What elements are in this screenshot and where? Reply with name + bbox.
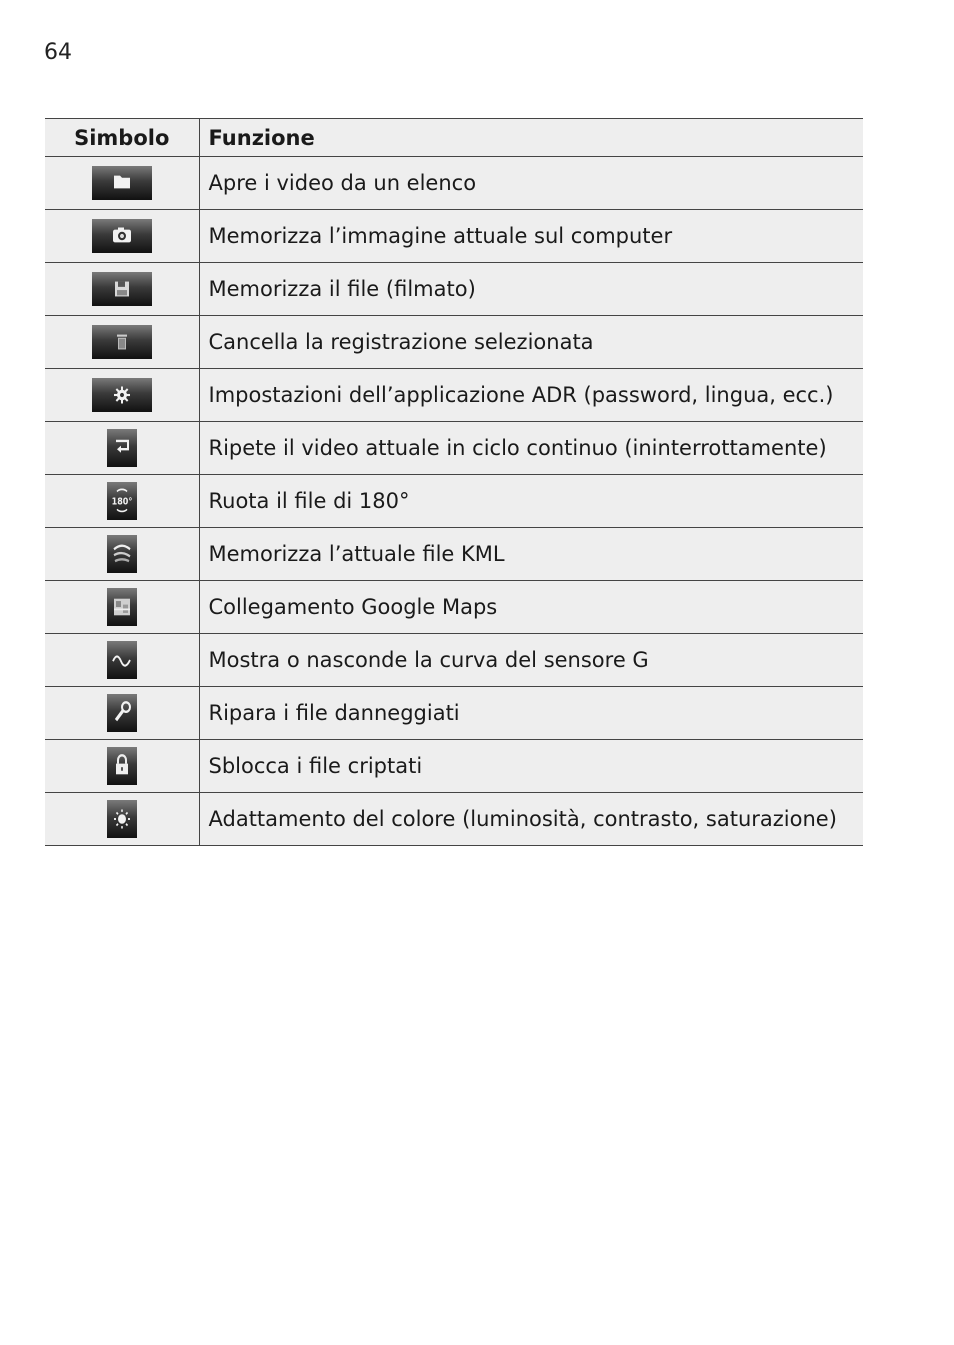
repeat-icon: [107, 429, 137, 467]
table-row: [45, 740, 863, 793]
wrench-icon: [107, 694, 137, 732]
table-row: [45, 157, 863, 210]
symbol-cell: [45, 369, 199, 422]
symbol-cell: [45, 528, 199, 581]
function-description: Collegamento Google Maps: [199, 581, 863, 634]
table-row: [45, 263, 863, 316]
map-icon: [107, 588, 137, 626]
kml-icon: [107, 535, 137, 573]
symbol-cell: [45, 422, 199, 475]
symbol-cell: [45, 581, 199, 634]
table-row: [45, 793, 863, 846]
symbol-cell: [45, 316, 199, 369]
function-description: Apre i video da un elenco: [199, 157, 863, 210]
page-number: 64: [44, 40, 72, 65]
camera-icon: [92, 219, 152, 253]
gear-icon: [92, 378, 152, 412]
svg-text:180°: 180°: [111, 496, 133, 508]
symbol-cell: [45, 740, 199, 793]
table-row: [45, 369, 863, 422]
symbol-cell: [45, 210, 199, 263]
symbol-cell: [45, 793, 199, 846]
header-function: Funzione: [199, 119, 863, 157]
function-description: Ripara i file danneggiati: [199, 687, 863, 740]
function-description: Memorizza l’attuale file KML: [199, 528, 863, 581]
lock-icon: [107, 747, 137, 785]
rotate-180-icon: [107, 482, 137, 520]
function-description: Ruota il file di 180°: [199, 475, 863, 528]
folder-icon: [92, 166, 152, 200]
table-row: [45, 316, 863, 369]
table-row: [45, 581, 863, 634]
function-description: Impostazioni dell’applicazione ADR (password, lingua, ecc.): [199, 369, 863, 422]
table-row: [45, 210, 863, 263]
table-row: [45, 634, 863, 687]
header-symbol: Simbolo: [45, 119, 199, 157]
save-icon: [92, 272, 152, 306]
function-description: Sblocca i file criptati: [199, 740, 863, 793]
symbol-cell: [45, 263, 199, 316]
trash-icon: [92, 325, 152, 359]
function-description: Cancella la registrazione selezionata: [199, 316, 863, 369]
symbol-table: [45, 118, 863, 846]
symbol-cell: [45, 687, 199, 740]
table-row: [45, 475, 863, 528]
function-description: Ripete il video attuale in ciclo continuo (ininterrottamente): [199, 422, 863, 475]
brightness-icon: [107, 800, 137, 838]
symbol-cell: [45, 634, 199, 687]
table-row: [45, 528, 863, 581]
symbol-cell: [45, 475, 199, 528]
function-description: Memorizza l’immagine attuale sul computer: [199, 210, 863, 263]
function-description: Adattamento del colore (luminosità, contrasto, saturazione): [199, 793, 863, 846]
symbol-cell: [45, 157, 199, 210]
table-row: [45, 687, 863, 740]
function-description: Mostra o nasconde la curva del sensore G: [199, 634, 863, 687]
table-header-row: [45, 119, 863, 157]
table-row: [45, 422, 863, 475]
function-description: Memorizza il file (filmato): [199, 263, 863, 316]
wave-icon: [107, 641, 137, 679]
